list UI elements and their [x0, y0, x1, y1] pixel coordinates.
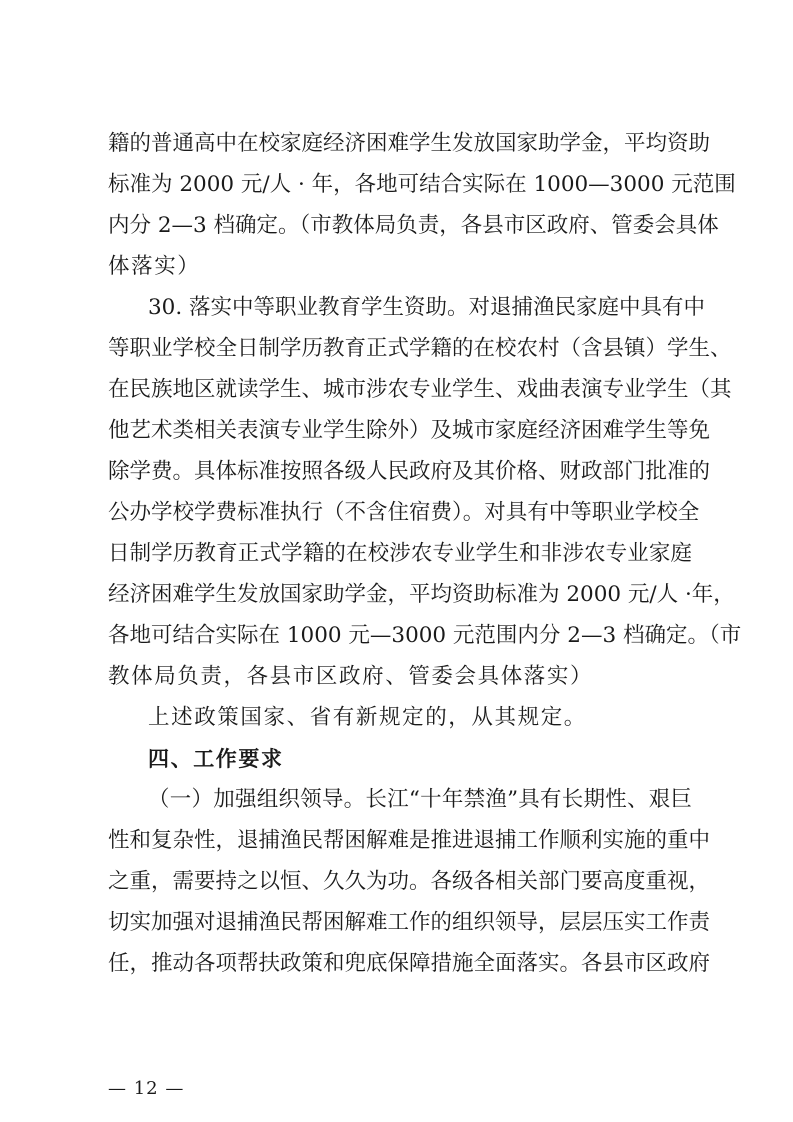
- text-line: 日制学历教育正式学籍的在校涉农专业学生和非涉农专业家庭: [108, 541, 692, 566]
- text-line: 体落实）: [108, 254, 201, 279]
- text-line: 他艺术类相关表演专业学生除外）及城市家庭经济困难学生等免: [108, 418, 711, 443]
- text-line: 等职业学校全日制学历教育正式学籍的在校农村（含县镇）学生、: [108, 336, 732, 361]
- text-line: 在民族地区就读学生、城市涉农专业学生、戏曲表演专业学生（其: [108, 377, 732, 402]
- document-body: [108, 127, 742, 988]
- text-line: 30. 落实中等职业教育学生资助。对退捕渔民家庭中具有中: [148, 295, 706, 320]
- text-line: 上述政策国家、省有新规定的，从其规定。: [148, 705, 587, 730]
- text-line: 除学费。具体标准按照各级人民政府及其价格、财政部门批准的: [108, 459, 711, 484]
- text-line: 标准为 2000 元/人 · 年，各地可结合实际在 1000—3000 元范围: [108, 172, 736, 197]
- text-line: 切实加强对退捕渔民帮困解难工作的组织领导，层层压实工作责: [108, 910, 711, 935]
- text-line: 任，推动各项帮扶政策和兜底保障措施全面落实。各县市区政府: [108, 951, 711, 976]
- text-line: 各地可结合实际在 1000 元—3000 元范围内分 2—3 档确定。（市: [108, 623, 742, 648]
- text-line: 经济困难学生发放国家助学金，平均资助标准为 2000 元/人 ·年，: [108, 582, 735, 607]
- text-line: （一）加强组织领导。长江“十年禁渔”具有长期性、艰巨: [148, 787, 692, 812]
- text-line: 公办学校学费标准执行（不含住宿费）。对具有中等职业学校全: [108, 500, 700, 525]
- text-line: 之重，需要持之以恒、久久为功。各级各相关部门要高度重视，: [108, 869, 711, 894]
- section-heading: 四、工作要求: [148, 747, 284, 771]
- page-number: — 12 —: [108, 1078, 185, 1099]
- text-line: 籍的普通高中在校家庭经济困难学生发放国家助学金，平均资助: [108, 131, 711, 156]
- text-line: 教体局负责，各县市区政府、管委会具体落实）: [108, 664, 594, 689]
- text-line: 性和复杂性，退捕渔民帮困解难是推进退捕工作顺利实施的重中: [108, 828, 711, 853]
- text-line: 内分 2—3 档确定。（市教体局负责，各县市区政府、管委会具体: [108, 213, 719, 238]
